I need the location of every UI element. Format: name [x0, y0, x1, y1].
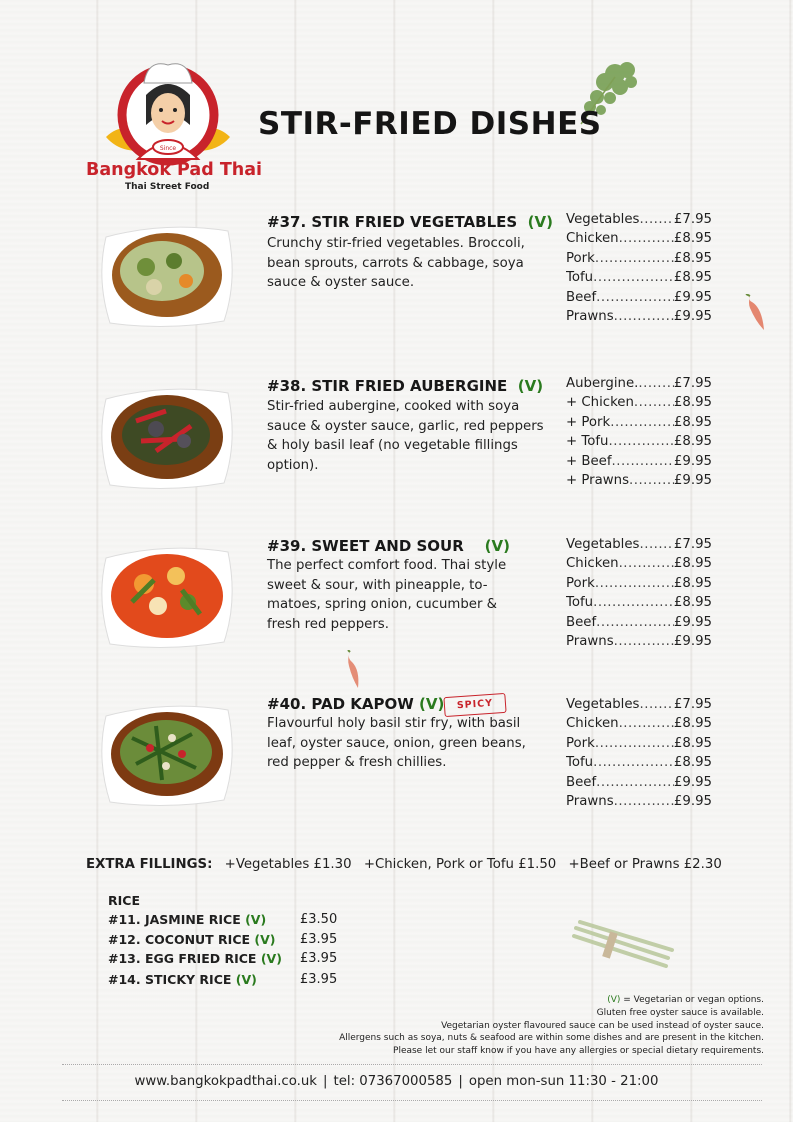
- price-list: [566, 695, 712, 811]
- page-title: STIR-FRIED DISHES: [258, 106, 602, 142]
- brand-tagline: Thai Street Food: [125, 182, 210, 192]
- extra-item: +Beef or Prawns £2.30: [568, 857, 722, 872]
- price-row: + Chicken ..... £8.95: [566, 393, 712, 412]
- price-row: Chicken ..... £8.95: [566, 229, 712, 248]
- dish-title: #40. PAD KAPOW (V): [267, 695, 445, 713]
- price-row: Prawns ..... £9.95: [566, 632, 712, 651]
- veg-marker: (V): [517, 377, 544, 395]
- rice-price: £3.50: [300, 912, 338, 927]
- rice-item: #12. COCONUT RICE (V): [108, 932, 276, 947]
- price-row: Prawns ..... £9.95: [566, 307, 712, 326]
- divider: [62, 1100, 762, 1101]
- price-row: Chicken ..... £8.95: [566, 714, 712, 733]
- phone-number[interactable]: tel: 07367000585: [333, 1074, 453, 1089]
- dish-title: #39. SWEET AND SOUR (V): [267, 537, 510, 555]
- dish-photo: [96, 698, 238, 808]
- price-row: Beef ..... £9.95: [566, 288, 712, 307]
- dish-photo: [96, 381, 238, 491]
- chilli-icon: [342, 650, 366, 690]
- price-row: Vegetables ..... £7.95: [566, 695, 712, 714]
- brand-name: Bangkok Pad Thai: [86, 160, 263, 180]
- dish-description: Stir-fried aubergine, cooked with soya sauce & oyster sauce, garlic, red peppers & holy basil leaf (no vegetable fillings option).: [267, 399, 544, 473]
- price-row: + Tofu ..... £8.95: [566, 432, 712, 451]
- extra-item: +Vegetables £1.30: [224, 857, 352, 872]
- price-list: [566, 535, 712, 651]
- dish-description: The perfect comfort food. Thai style sweet & sour, with pineapple, to-matoes, spring onion, cucumber & fresh red peppers.: [267, 558, 507, 632]
- dish-photo: [96, 540, 238, 650]
- price-row: Tofu ..... £8.95: [566, 753, 712, 772]
- rice-price: £3.95: [300, 951, 338, 966]
- website-link[interactable]: www.bangkokpadthai.co.uk: [134, 1074, 317, 1089]
- price-row: Tofu ..... £8.95: [566, 268, 712, 287]
- price-row: Vegetables ..... £7.95: [566, 210, 712, 229]
- price-row: Pork ..... £8.95: [566, 734, 712, 753]
- rice-item: #14. STICKY RICE (V): [108, 972, 257, 987]
- veg-marker: (V): [527, 213, 553, 231]
- spicy-badge: SPICY: [443, 693, 506, 717]
- price-row: Chicken ..... £8.95: [566, 554, 712, 573]
- chilli-icon: [742, 294, 770, 334]
- price-row: + Pork ..... £8.95: [566, 413, 712, 432]
- opening-hours: open mon-sun 11:30 - 21:00: [468, 1074, 659, 1089]
- veg-marker: (V): [419, 695, 445, 713]
- dish-description: Flavourful holy basil stir fry, with basil leaf, oyster sauce, onion, green beans, red pepper & fresh chillies.: [267, 716, 526, 770]
- lemongrass-icon: [568, 918, 678, 976]
- veg-marker: (V): [484, 537, 510, 555]
- price-row: Prawns ..... £9.95: [566, 792, 712, 811]
- price-list: [566, 374, 712, 490]
- dish-description: Crunchy stir-fried vegetables. Broccoli, bean sprouts, carrots & cabbage, soya sauce & oyster sauce.: [267, 236, 525, 290]
- logo-badge: Since: [159, 145, 177, 152]
- footer: www.bangkokpadthai.co.uk | tel: 07367000585 | open mon-sun 11:30 - 21:00: [134, 1074, 659, 1089]
- divider: [62, 1064, 762, 1065]
- rice-item: #11. JASMINE RICE (V): [108, 912, 267, 927]
- rice-price: £3.95: [300, 932, 338, 947]
- price-row: + Beef ..... £9.95: [566, 452, 712, 471]
- price-row: + Prawns ..... £9.95: [566, 471, 712, 490]
- dietary-notes: (V) = Vegetarian or vegan options. Gluten free oyster sauce is available. Vegetarian oyster flavoured sauce can be used instead of oyster sauce. Allergens such as soya, nuts & seafood are within some dishes and are present in the kitchen. Please let our staff know if you have any allergies or special dietary requirements.: [339, 995, 764, 1057]
- rice-price: £3.95: [300, 972, 338, 987]
- rice-heading: RICE: [108, 893, 140, 908]
- price-row: Vegetables ..... £7.95: [566, 535, 712, 554]
- dish-title: #37. STIR FRIED VEGETABLES (V): [267, 213, 553, 231]
- price-row: Pork ..... £8.95: [566, 574, 712, 593]
- rice-item: #13. EGG FRIED RICE (V): [108, 951, 282, 966]
- dish-title: #38. STIR FRIED AUBERGINE (V): [267, 377, 544, 395]
- dish-photo: [96, 219, 238, 329]
- price-row: Beef ..... £9.95: [566, 613, 712, 632]
- extra-fillings-label: EXTRA FILLINGS:: [86, 857, 213, 872]
- price-row: Tofu ..... £8.95: [566, 593, 712, 612]
- extra-item: +Chicken, Pork or Tofu £1.50: [363, 857, 557, 872]
- price-row: Beef ..... £9.95: [566, 773, 712, 792]
- price-row: Aubergine. ..... £7.95: [566, 374, 712, 393]
- price-row: Pork ..... £8.95: [566, 249, 712, 268]
- price-list: [566, 210, 712, 326]
- extra-fillings: [86, 857, 730, 872]
